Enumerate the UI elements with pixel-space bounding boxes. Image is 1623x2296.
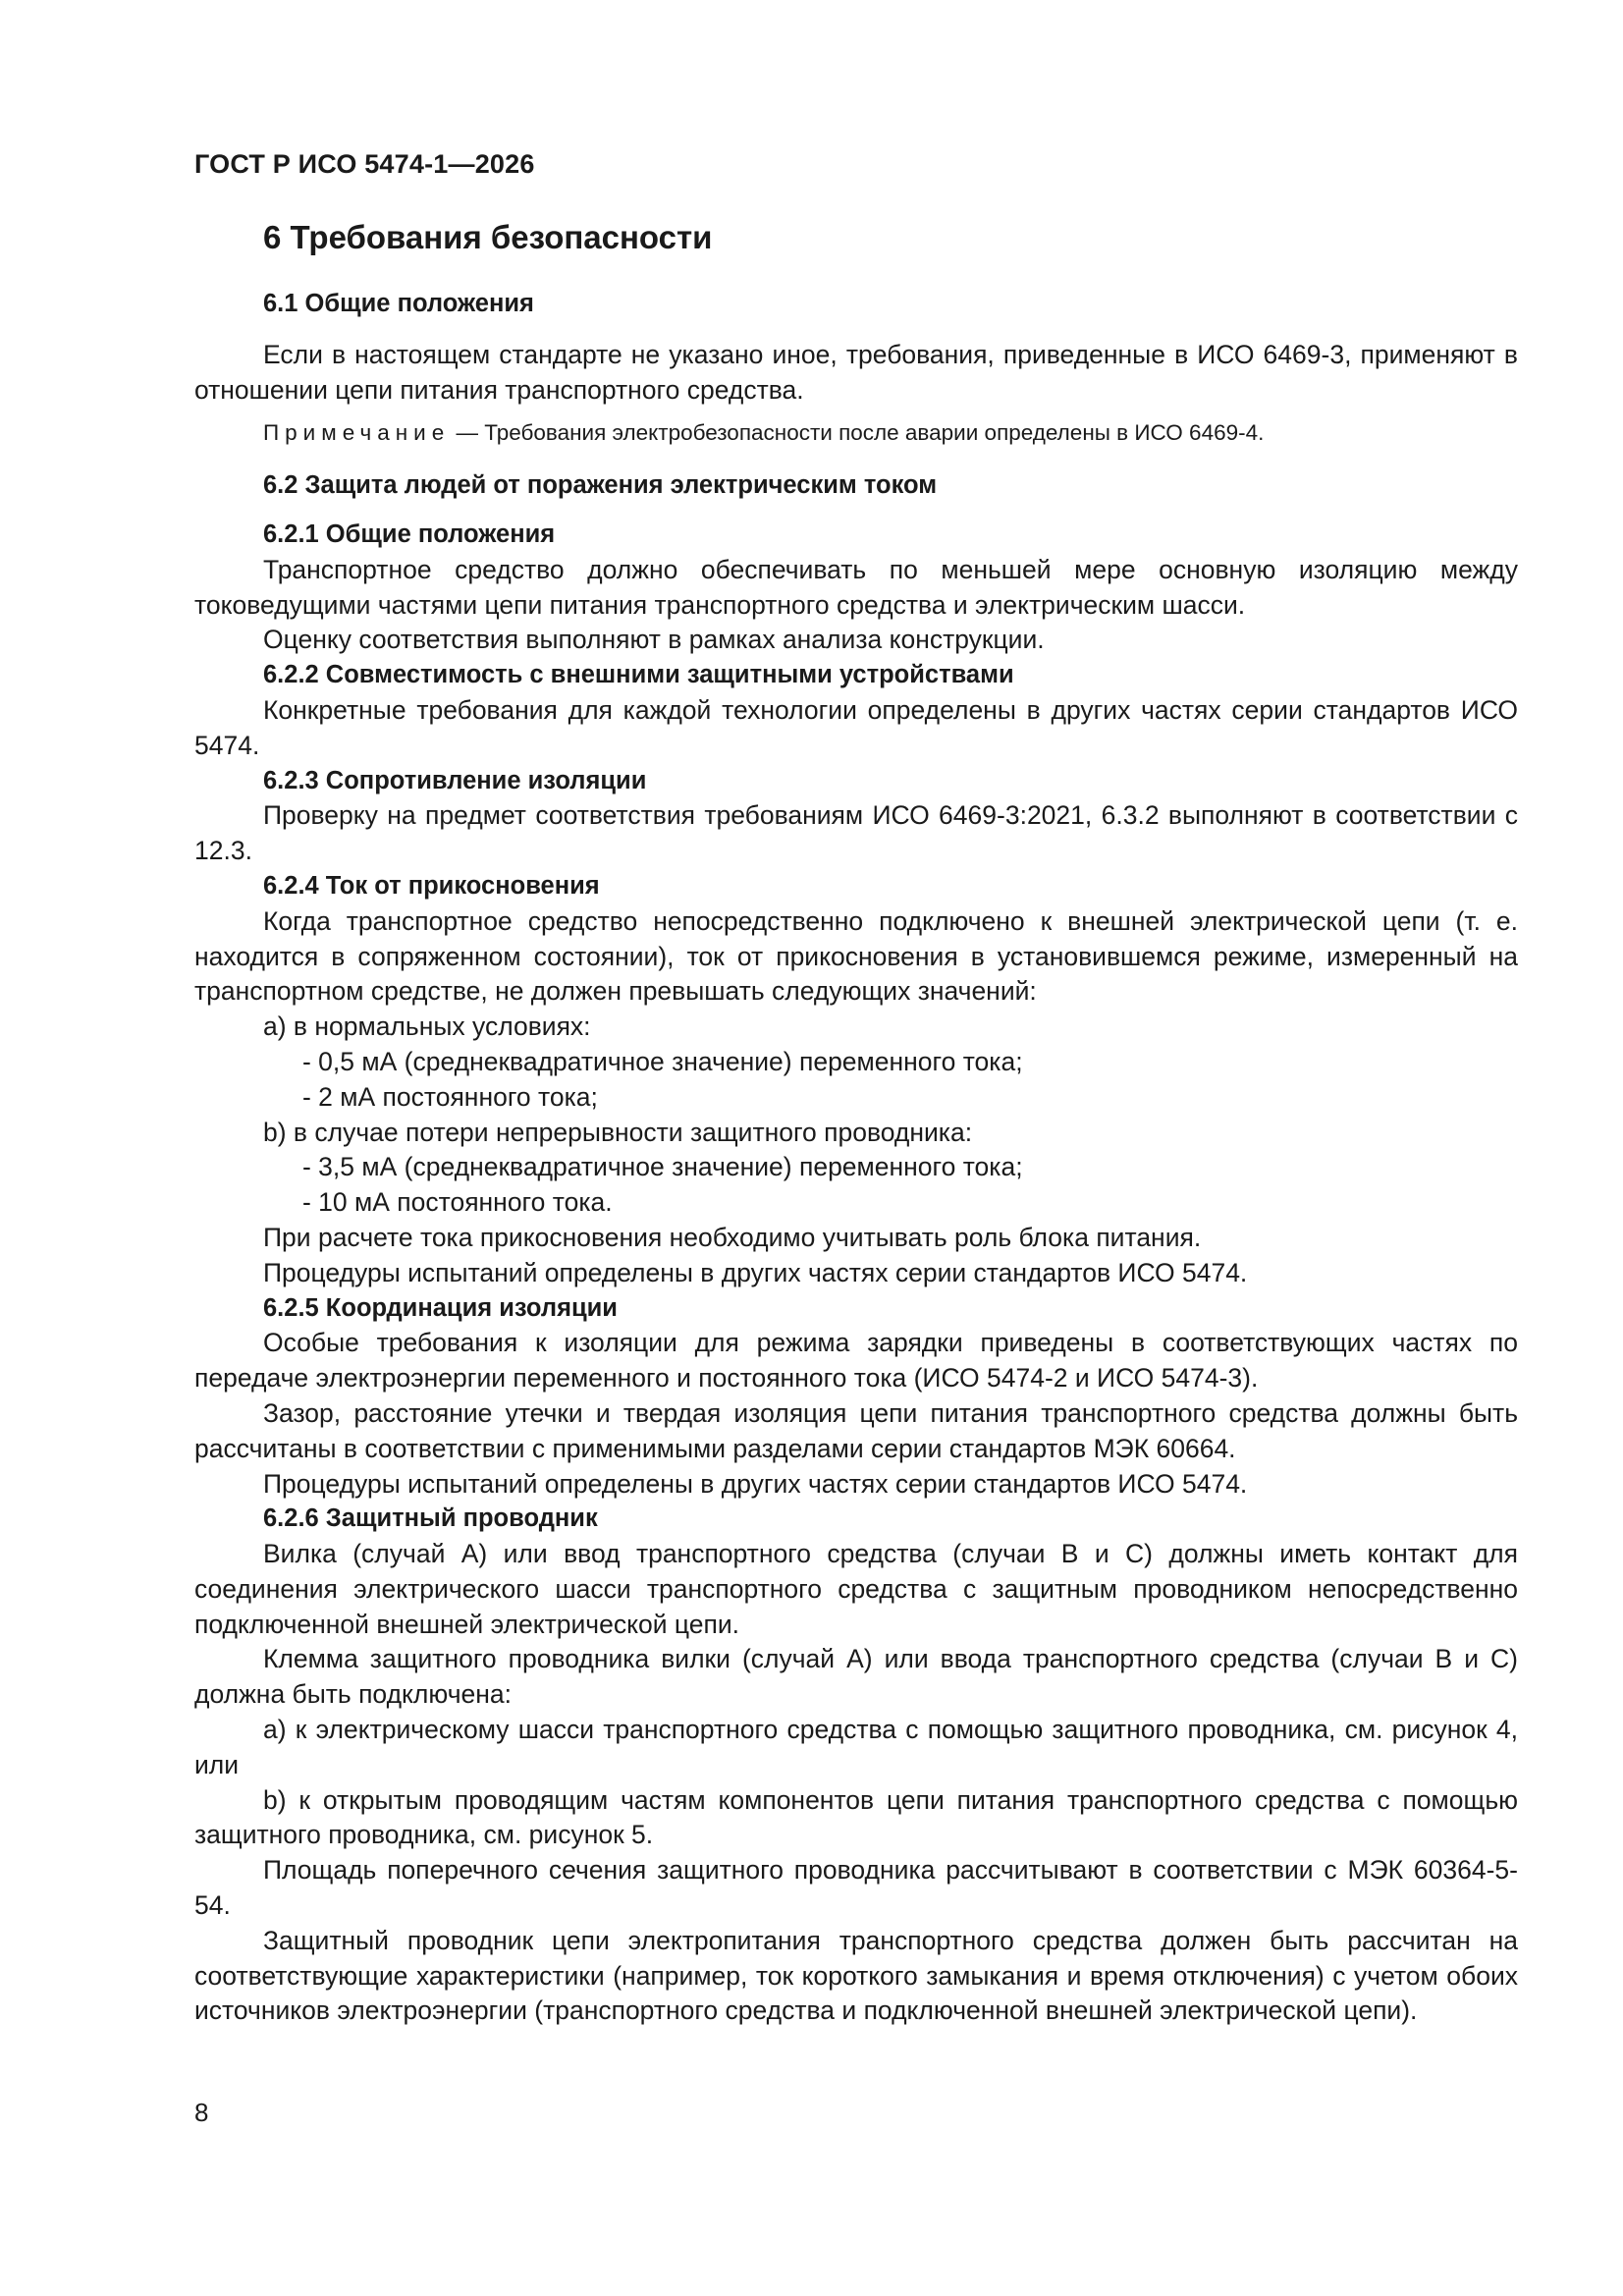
section-6-1-paragraph: Если в настоящем стандарте не указано иное, требования, приведенные в ИСО 6469-3, применяют в отношении цепи питания транспортного средства.	[194, 339, 1518, 405]
section-6-1-title: 6.1 Общие положения	[263, 290, 534, 317]
list-item-b-conductive-parts: b) к открытым проводящим частям компонентов цепи питания транспортного средства с помощью защитного проводника, см. рисунок 5.	[194, 1784, 1518, 1850]
list-subitem-a1: - 0,5 мА (среднеквадратичное значение) переменного тока;	[302, 1046, 1023, 1076]
section-6-2-4-paragraph-2: При расчете тока прикосновения необходимо учитывать роль блока питания.	[263, 1222, 1202, 1252]
section-6-2-2-title: 6.2.2 Совместимость с внешними защитными устройствами	[263, 661, 1014, 689]
section-6-2-5-paragraph-1: Особые требования к изоляции для режима зарядки приведены в соответствующих частях по передаче электроэнергии переменного и постоянного тока (ИСО 5474-2 и ИСО 5474-3).	[194, 1328, 1518, 1394]
section-6-2-5-title: 6.2.5 Координация изоляции	[263, 1293, 618, 1322]
section-6-2-2-paragraph-1: Конкретные требования для каждой технологии определены в других частях серии стандартов ИСО 5474.	[194, 694, 1518, 760]
section-6-2-1-paragraph-1: Транспортное средство должно обеспечивать по меньшей мере основную изоляцию между токоведущими частями цепи питания транспортного средства и электрическим шасси.	[194, 554, 1518, 620]
section-6-2-6-title: 6.2.6 Защитный проводник	[263, 1504, 598, 1533]
note-label: Примечание	[263, 420, 451, 446]
section-6-2-3-title: 6.2.3 Сопротивление изоляции	[263, 766, 647, 794]
list-subitem-b1: - 3,5 мА (среднеквадратичное значение) переменного тока;	[302, 1152, 1023, 1182]
section-6-2-4-paragraph-1: Когда транспортное средство непосредственно подключено к внешней электрической цепи (т. е. находится в сопряженном состоянии), ток от прикосновения в установившемся режиме, измеренный на транспортном средстве, не должен превышать следующих значений:	[194, 905, 1518, 1007]
list-item-a-chassis: a) к электрическому шасси транспортного средства с помощью защитного проводника, см. рисунок 4, или	[194, 1715, 1518, 1779]
list-item-b: b) в случае потери непрерывности защитного проводника:	[263, 1117, 973, 1147]
section-6-2-4-paragraph-3: Процедуры испытаний определены в других частях серии стандартов ИСО 5474.	[263, 1257, 1248, 1287]
section-6-2-3-paragraph-1: Проверку на предмет соответствия требованиям ИСО 6469-3:2021, 6.3.2 выполняют в соответствии с 12.3.	[194, 800, 1518, 866]
section-6-2-6-paragraph-4: Защитный проводник цепи электропитания транспортного средства должен быть рассчитан на соответствующие характеристики (например, ток короткого замыкания и время отключения) с учетом обоих источников электроэнергии (транспортного средства и подключенной внешней электрической цепи).	[194, 1925, 1518, 2026]
note-text: — Требования электробезопасности после аварии определены в ИСО 6469-4.	[450, 420, 1265, 446]
section-6-2-6-paragraph-2: Клемма защитного проводника вилки (случай А) или ввода транспортного средства (случаи В и С) должна быть подключена:	[194, 1644, 1518, 1710]
document-code-header: ГОСТ Р ИСО 5474-1—2026	[194, 149, 535, 179]
section-6-2-6-paragraph-3: Площадь поперечного сечения защитного проводника рассчитывают в соответствии с МЭК 60364-5-54.	[194, 1855, 1518, 1921]
section-6-2-6-paragraph-1: Вилка (случай А) или ввод транспортного средства (случаи В и С) должны иметь контакт для соединения электрического шасси транспортного средства с защитным проводником непосредственно подключенной внешней электрической цепи.	[194, 1539, 1518, 1639]
note	[194, 415, 1518, 451]
section-6-2-title: 6.2 Защита людей от поражения электрическим током	[263, 471, 938, 500]
page-number: 8	[194, 2098, 209, 2127]
list-item-a: a) в нормальных условиях:	[263, 1011, 591, 1042]
list-subitem-a2: - 2 мА постоянного тока;	[302, 1081, 598, 1112]
section-6-2-4-title: 6.2.4 Ток от прикосновения	[263, 871, 600, 900]
section-6-title: 6 Требования безопасности	[263, 219, 713, 255]
section-6-2-5-paragraph-3: Процедуры испытаний определены в других частях серии стандартов ИСО 5474.	[263, 1468, 1248, 1499]
section-6-2-5-paragraph-2: Зазор, расстояние утечки и твердая изоляция цепи питания транспортного средства должны быть рассчитаны в соответствии с применимыми разделами серии стандартов МЭК 60664.	[194, 1397, 1518, 1463]
section-6-2-1-paragraph-2: Оценку соответствия выполняют в рамках анализа конструкции.	[263, 625, 1045, 655]
document-body	[194, 218, 1518, 2029]
list-subitem-b2: - 10 мА постоянного тока.	[302, 1187, 613, 1218]
section-6-2-1-title: 6.2.1 Общие положения	[263, 519, 556, 548]
